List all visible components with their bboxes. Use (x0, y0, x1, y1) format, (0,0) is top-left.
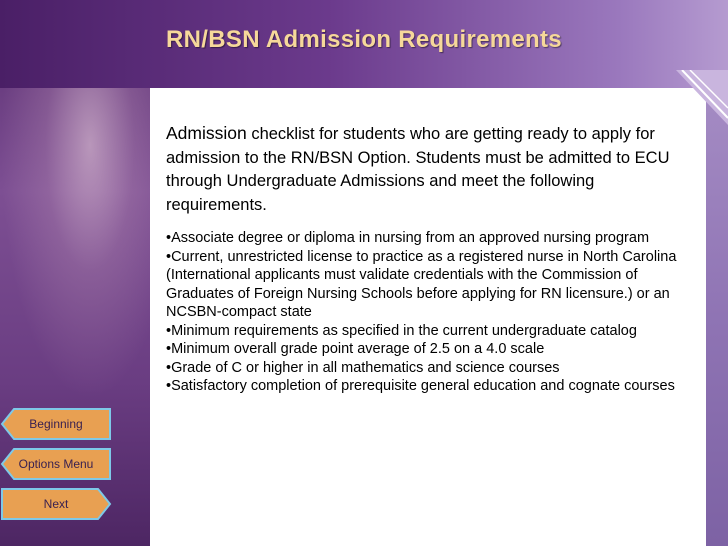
beginning-label: Beginning (29, 417, 83, 431)
requirement-item: •Minimum overall grade point average of 2.5 on a 4.0 scale (166, 341, 545, 357)
requirement-item: •Associate degree or diploma in nursing from an approved nursing program (166, 230, 650, 246)
next-button[interactable] (0, 487, 112, 521)
next-label: Next (43, 497, 69, 511)
options-menu-label: Options Menu (18, 457, 94, 471)
beginning-button[interactable] (0, 407, 112, 441)
intro-lead: Admission (166, 123, 247, 143)
nurse-photo (0, 60, 150, 400)
main-content (166, 122, 696, 396)
requirement-item: •Current, unrestricted license to practice as a registered nurse in North Carolina (International applicants must validate credentials with the Commission of Graduates of Foreign Nursing Schools before applying for RN licensure.) or an NCSBN-compact state (166, 248, 677, 320)
intro-text: checklist for students who are getting ready to apply for admission to the RN/BSN Option. Students must be admitted to ECU through Undergraduate Admissions and meet the following requirements. (166, 125, 670, 214)
header-banner (0, 0, 728, 88)
intro-paragraph (166, 122, 696, 217)
requirement-item: •Grade of C or higher in all mathematics and science courses (166, 359, 560, 376)
options-menu-button[interactable] (0, 447, 112, 481)
page-curl-icon (668, 70, 728, 130)
requirements-list (166, 229, 696, 396)
requirement-item: •Minimum requirements as specified in the current undergraduate catalog (166, 322, 637, 339)
right-decorative-strip (706, 88, 728, 546)
requirement-item: •Satisfactory completion of prerequisite general education and cognate courses (166, 378, 675, 394)
page-title: RN/BSN Admission Requirements (166, 26, 562, 53)
